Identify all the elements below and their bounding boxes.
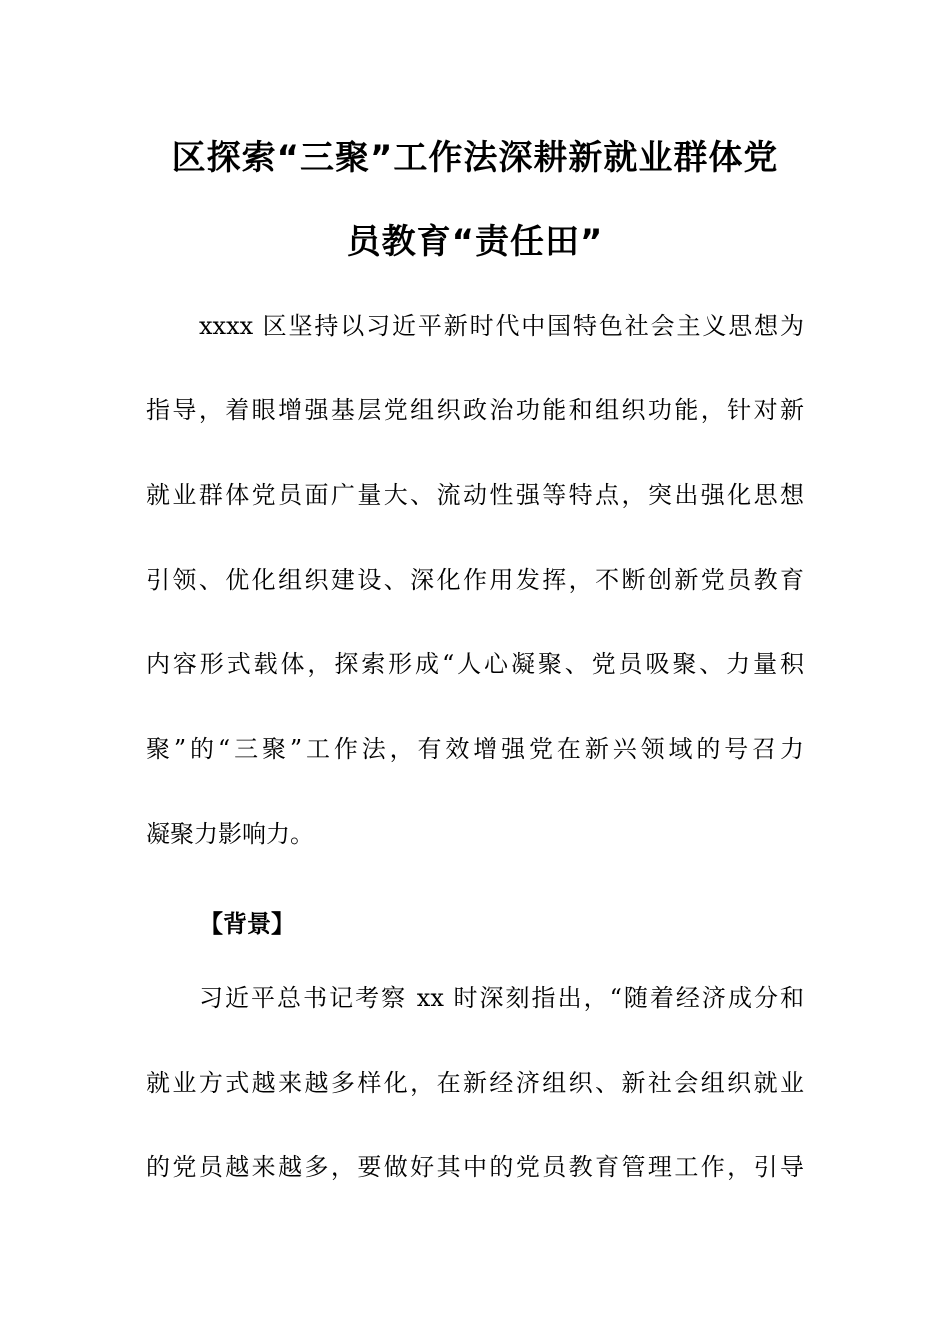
paragraph-2-line-1: 习近平总书记考察 xx 时深刻指出，“随着经济成分和 bbox=[199, 984, 804, 1012]
paragraph-1-line-3: 就业群体党员面广量大、流动性强等特点，突出强化思想 bbox=[146, 481, 804, 509]
paragraph-1-line-1: xxxx 区坚持以习近平新时代中国特色社会主义思想为 bbox=[199, 312, 804, 340]
paragraph-1-line-7: 凝聚力影响力。 bbox=[146, 820, 314, 848]
paragraph-2-line-3: 的党员越来越多，要做好其中的党员教育管理工作，引导 bbox=[146, 1153, 804, 1181]
paragraph-1-line-4: 引领、优化组织建设、深化作用发挥，不断创新党员教育 bbox=[146, 566, 804, 594]
paragraph-1-line-5: 内容形式载体，探索形成“人心凝聚、党员吸聚、力量积 bbox=[146, 650, 804, 678]
document-title-line-2: 员教育“责任田” bbox=[346, 222, 604, 262]
paragraph-2-line-2: 就业方式越来越多样化，在新经济组织、新社会组织就业 bbox=[146, 1069, 804, 1097]
document-title-line-1: 区探索“三聚”工作法深耕新就业群体党 bbox=[171, 138, 779, 178]
paragraph-1-line-6: 聚”的“三聚”工作法，有效增强党在新兴领域的号召力 bbox=[146, 735, 804, 763]
section-heading-background: 【背景】 bbox=[199, 910, 295, 938]
paragraph-1-line-2: 指导，着眼增强基层党组织政治功能和组织功能，针对新 bbox=[146, 396, 804, 424]
